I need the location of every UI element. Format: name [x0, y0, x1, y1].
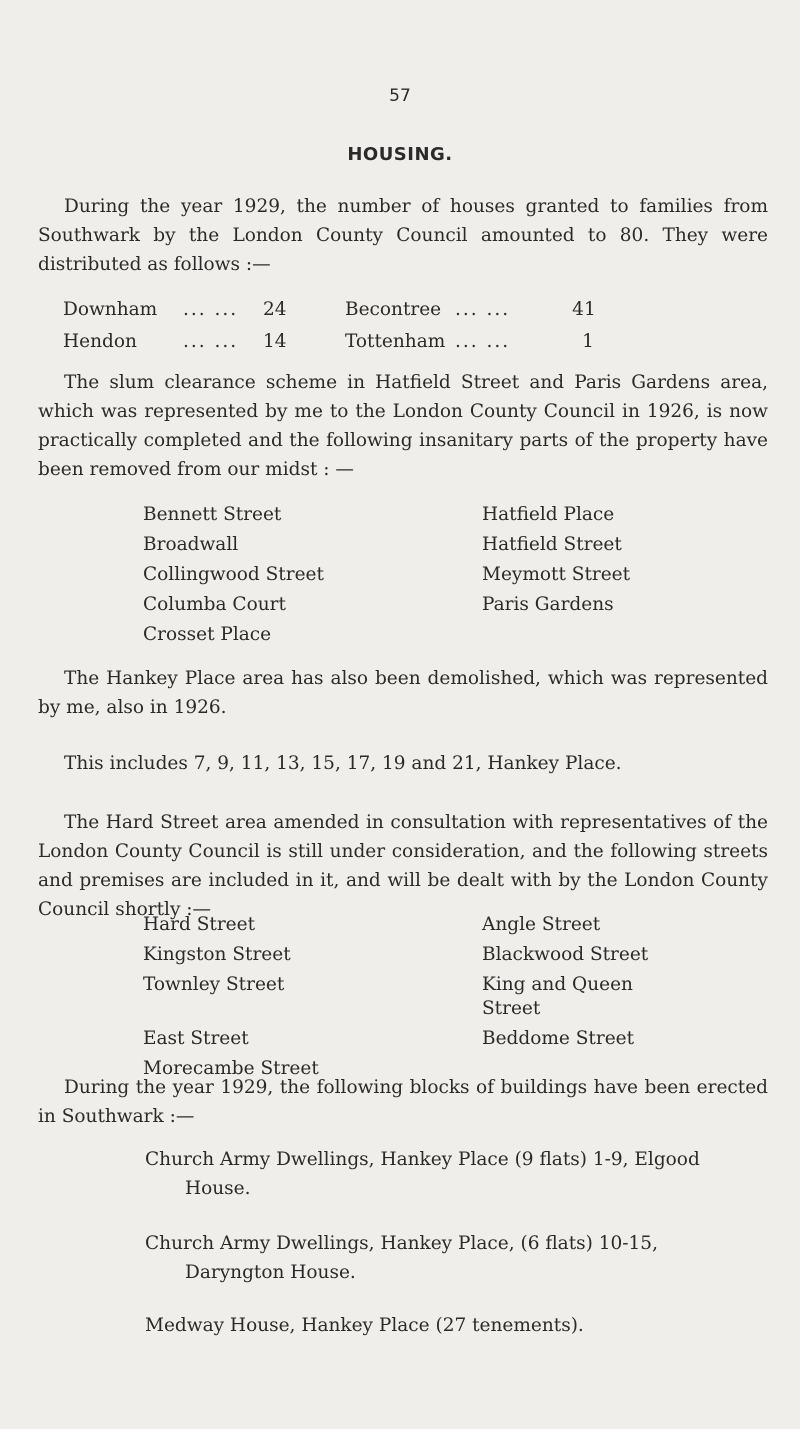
allocation-count-value: 41 — [572, 299, 596, 320]
allocation-leader: ... ... — [455, 299, 511, 320]
allocation-leader: ... ... — [455, 331, 511, 352]
building-block-entry — [145, 1229, 767, 1287]
hankey-demolition-paragraph: The Hankey Place area has also been demolished, which was represented by me, also in 1926. — [38, 668, 768, 718]
street-item: Hatfield Street — [482, 534, 622, 555]
building-block-entry — [145, 1145, 767, 1203]
allocation-count-value: 1 — [582, 331, 594, 352]
section-heading: HOUSING. — [347, 144, 453, 165]
building-block-continuation: House. — [185, 1178, 251, 1199]
allocation-count — [455, 298, 713, 322]
street-item: Meymott Street — [482, 564, 631, 585]
street-item: Bennett Street — [143, 504, 282, 525]
street-item: Columba Court — [143, 594, 286, 615]
hard-street-paragraph: The Hard Street area amended in consultation with representatives of the London County Council is still under consideration, and the following streets and premises are included in it, and will be dealt with by the London County Council shortly :— — [38, 812, 768, 920]
street-item: East Street — [143, 1028, 249, 1049]
hard-street-area-list — [143, 913, 663, 1081]
allocation-place: Tottenham — [345, 331, 446, 352]
building-block-line: Church Army Dwellings, Hankey Place (9 flats) 1-9, Elgood — [145, 1149, 700, 1170]
street-item: Blackwood Street — [482, 944, 649, 965]
street-item: Collingwood Street — [143, 564, 324, 585]
page-number: 57 — [389, 86, 411, 106]
slum-clearance-paragraph: The slum clearance scheme in Hatfield Street and Paris Gardens area, which was represented by me to the London County Council in 1926, is now practically completed and the following insanitary parts of the property have been removed from our midst : — — [38, 372, 768, 480]
building-block-entry — [145, 1311, 767, 1340]
allocation-place: Hendon — [63, 331, 137, 352]
hankey-includes-paragraph: This includes 7, 9, 11, 13, 15, 17, 19 and 21, Hankey Place. — [64, 753, 622, 774]
allocation-count: 24 — [263, 299, 287, 320]
intro-paragraph: During the year 1929, the number of houses granted to families from Southwark by the London County Council amounted to 80. They were distributed as follows :— — [38, 196, 768, 275]
street-item: Kingston Street — [143, 944, 291, 965]
building-block-line: Church Army Dwellings, Hankey Place, (6 flats) 10-15, — [145, 1233, 658, 1254]
street-item: Crosset Place — [143, 624, 272, 645]
removed-streets-list — [143, 503, 663, 647]
building-block-continuation: Daryngton House. — [185, 1262, 356, 1283]
street-item: Hard Street — [143, 914, 256, 935]
street-item: King and Queen Street — [482, 974, 633, 1019]
street-item: Beddome Street — [482, 1028, 635, 1049]
allocation-count — [455, 330, 713, 354]
street-item: Morecambe Street — [143, 1058, 319, 1079]
allocation-count: 14 — [263, 331, 287, 352]
house-allocation-table — [63, 298, 713, 354]
building-block-line: Medway House, Hankey Place (27 tenements). — [145, 1315, 584, 1336]
street-item: Angle Street — [482, 914, 601, 935]
street-item: Townley Street — [143, 974, 285, 995]
street-item: Hatfield Place — [482, 504, 615, 525]
street-item: Paris Gardens — [482, 594, 614, 615]
allocation-leader: ... ... — [183, 331, 239, 352]
allocation-place: Becontree — [345, 299, 442, 320]
allocation-place: Downham — [63, 299, 158, 320]
street-item: Broadwall — [143, 534, 239, 555]
allocation-leader: ... ... — [183, 299, 239, 320]
erected-buildings-paragraph: During the year 1929, the following blocks of buildings have been erected in Southwark :— — [38, 1077, 768, 1127]
